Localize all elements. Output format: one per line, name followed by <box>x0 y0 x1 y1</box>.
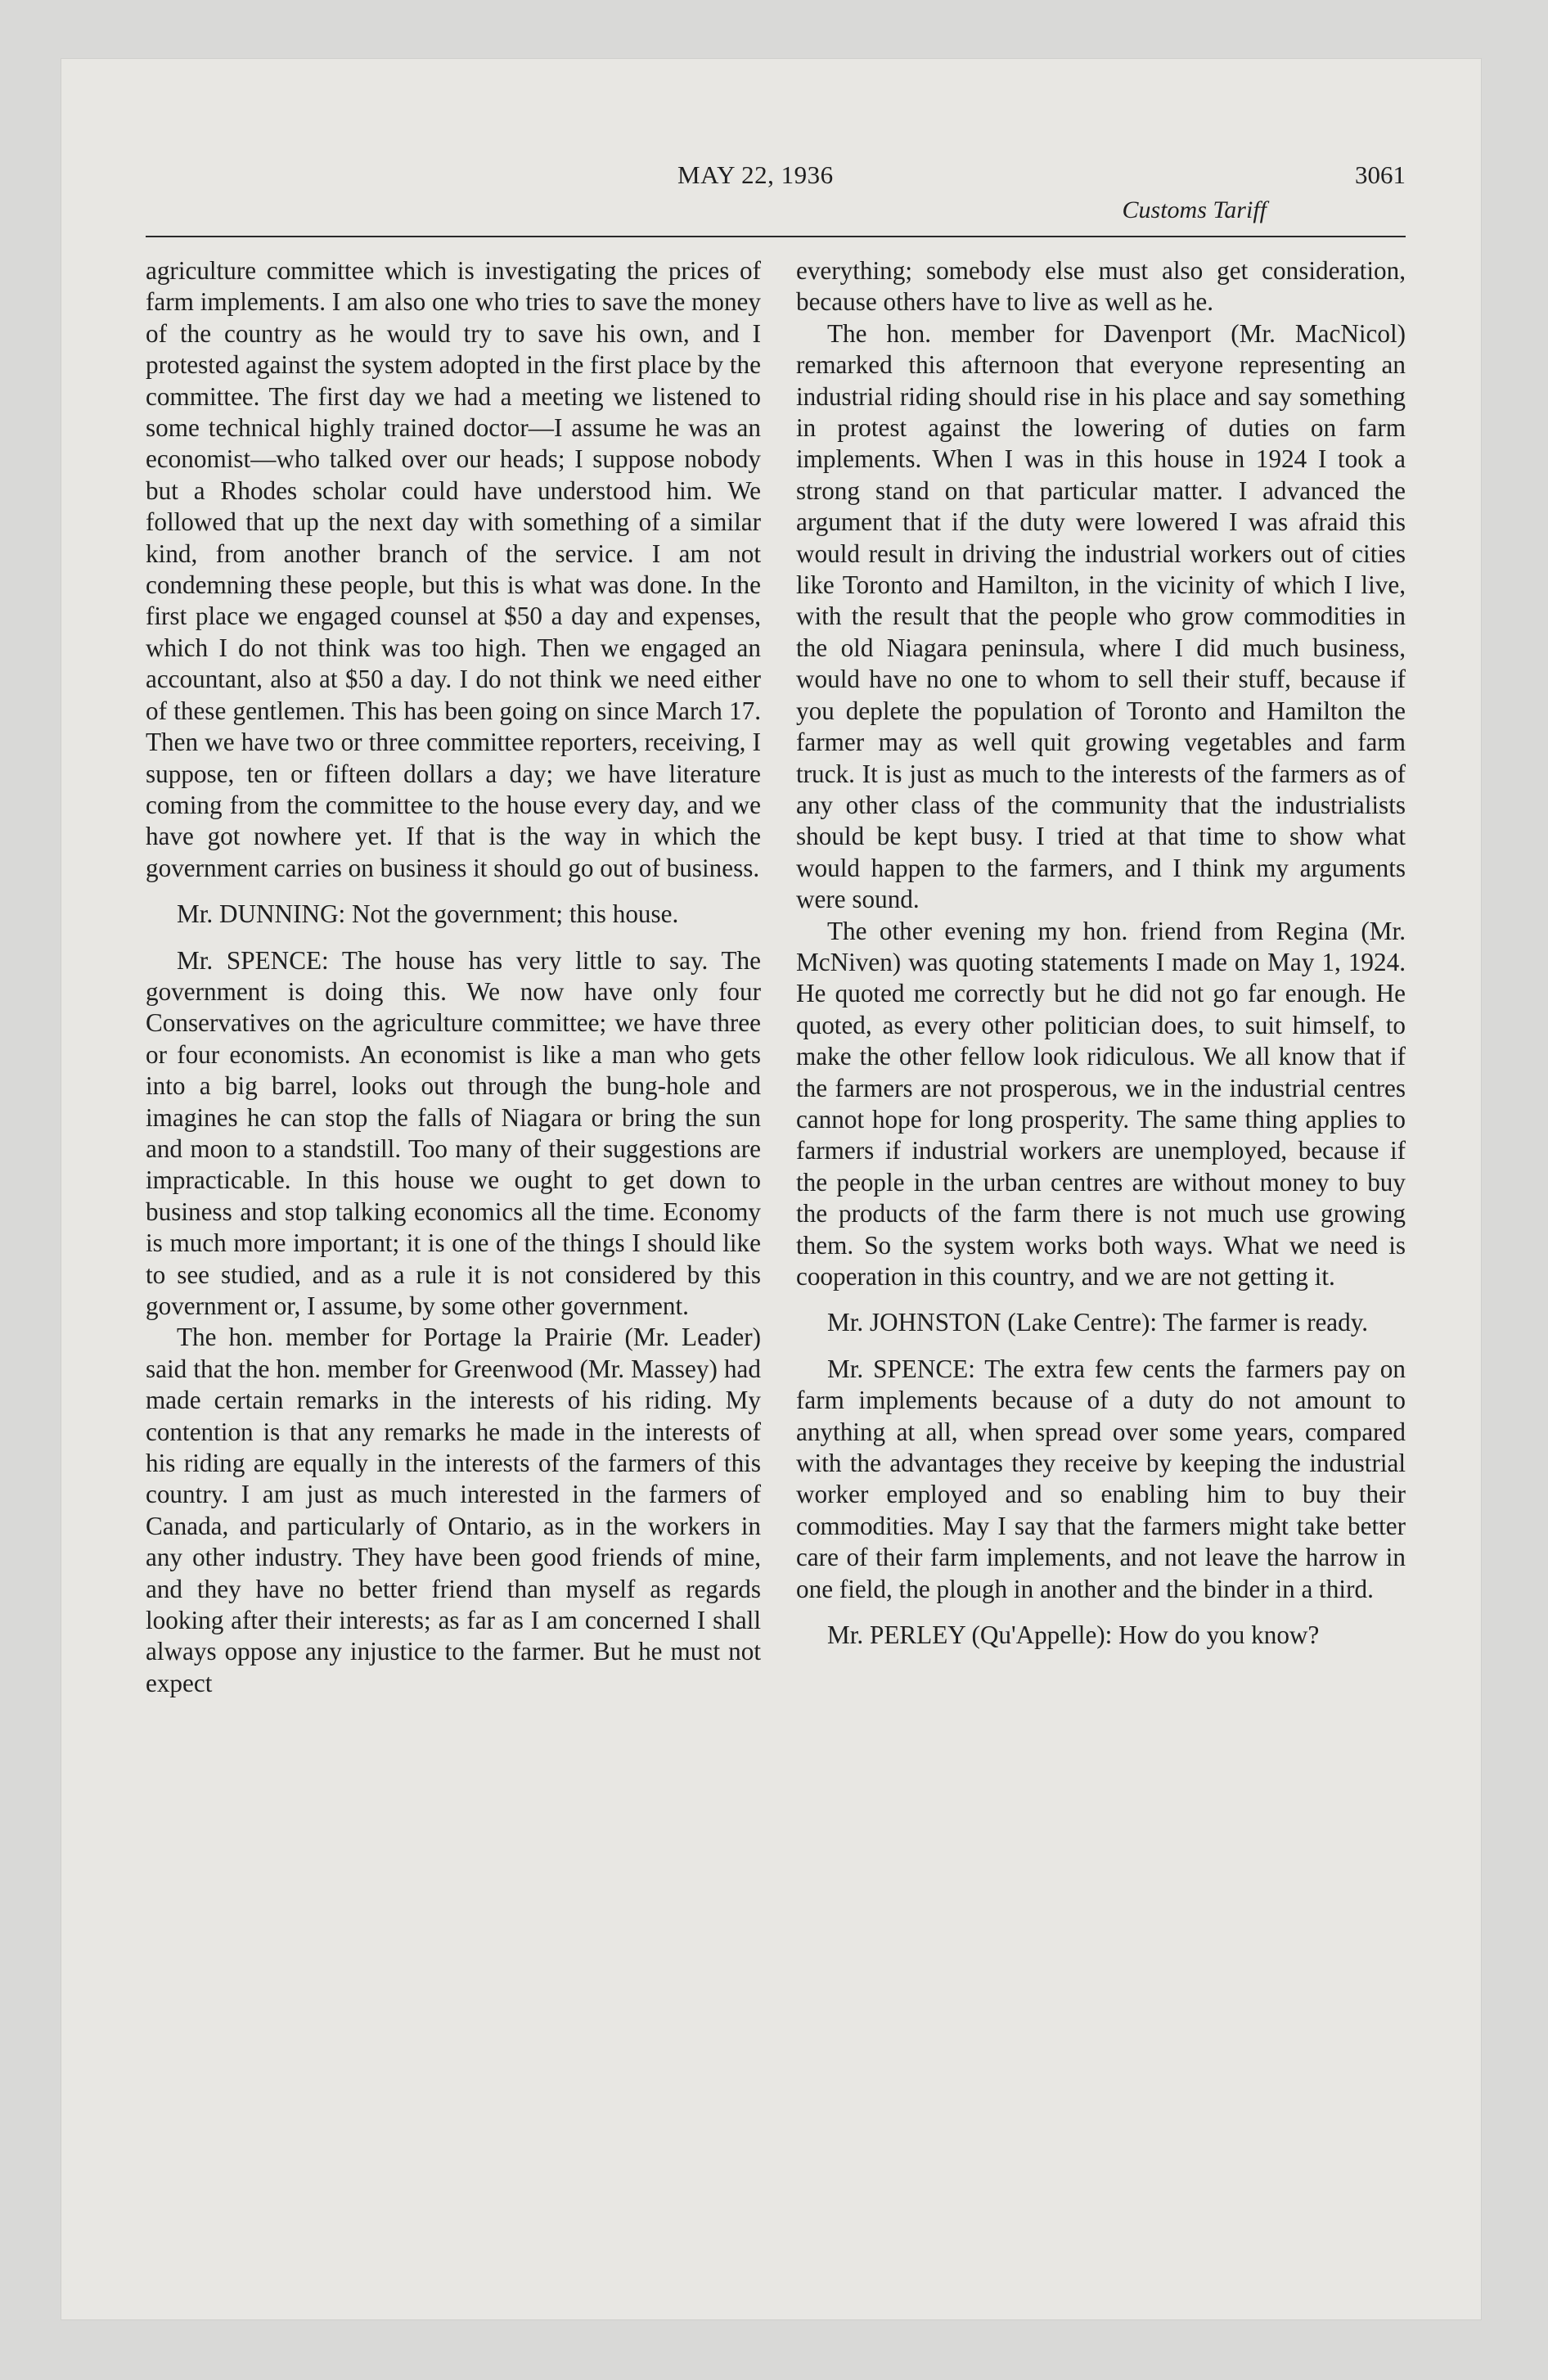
paragraph: Mr. PERLEY (Qu'Appelle): How do you know? <box>827 1620 1320 1650</box>
header-rule <box>146 236 1406 237</box>
paragraph: agriculture committee which is investigating the prices of farm implements. I am also one who tries to save the money of the country as he would try to save his own, and I protested against the system adopted in the first place by the committee. The first day we had a meeting we listened to some technical highly trained doctor—I assume he was an economist—who talked over our heads; I suppose nobody but a Rhodes scholar could have understood him. We followed that up the next day with something of a similar kind, from another branch of the service. I am not condemning these people, but this is what was done. In the first place we engaged counsel at $50 a day and expenses, which I do not think was too high. Then we engaged an accountant, also at $50 a day. I do not think we need either of these gentlemen. This has been going on since March 17. Then we have two or three committee reporters, receiving, I suppose, ten or fifteen dollars a day; we have literature coming from the committee to the house every day, and we have got nowhere yet. If that is the way in which the government carries on business it should go out of business. <box>146 256 761 882</box>
paragraph: Mr. JOHNSTON (Lake Centre): The farmer is ready. <box>827 1308 1369 1337</box>
paragraph: Mr. SPENCE: The house has very little to say. The government is doing this. We now have only four Conservatives on the agriculture committee; we have three or four economists. An economist is like a man who gets into a big barrel, looks out through the bung-hole and imagines he can stop the falls of Niagara or bring the sun and moon to a standstill. Too many of their suggestions are impracticable. In this house we ought to get down to business and stop talking economics all the time. Economy is much more important; it is one of the things I should like to see studied, and as a rule it is not considered by this government or, I assume, by some other government. <box>146 945 761 1320</box>
paragraph: The hon. member for Davenport (Mr. MacNicol) remarked this afternoon that everyone representing an industrial riding should rise in his place and say something in protest against the lowering of duties on farm implements. When I was in this house in 1924 I took a strong stand on that particular matter. I advanced the argument that if the duty were lowered I was afraid this would result in driving the industrial workers out of cities like Toronto and Hamilton, in the vicinity of which I live, with the result that the people who grow commodities in the old Niagara peninsula, where I did much business, would have no one to whom to sell their stuff, because if you deplete the population of Toronto and Hamilton the farmer may as well quit growing vegetables and farm truck. It is just as much to the interests of the farmers as of any other class of the community that the industrialists should be kept busy. I tried at that time to show what would happen to the farmers, and I think my arguments were sound. <box>796 318 1406 914</box>
left-column <box>146 255 761 1699</box>
page-number: 3061 <box>1355 160 1406 189</box>
paragraph: Mr. SPENCE: The extra few cents the farmers pay on farm implements because of a duty do not amount to anything at all, when spread over some years, compared with the advantages they receive by keeping the industrial worker employed and so enabling him to buy their commodities. May I say that the farmers might take better care of their farm implements, and not leave the harrow in one field, the plough in another and the binder in a third. <box>796 1354 1406 1603</box>
paragraph: The hon. member for Portage la Prairie (Mr. Leader) said that the hon. member for Greenwood (Mr. Massey) had made certain remarks in the interests of his riding. My contention is that any remarks he made in the interests of his riding are equally in the interests of the farmers of this country. I am just as much interested in the farmers of Canada, and particularly of Ontario, as in the workers in any other industry. They have been good friends of mine, and they have no better friend than myself as regards looking after their interests; as far as I am concerned I shall always oppose any injustice to the farmer. But he must not expect <box>146 1323 761 1697</box>
page-header <box>146 160 1406 234</box>
paragraph: everything; somebody else must also get consideration, because others have to live as well as he. <box>796 256 1406 317</box>
section-title: Customs Tariff <box>1122 196 1267 223</box>
header-date: MAY 22, 1936 <box>677 160 834 189</box>
paragraph: The other evening my hon. friend from Regina (Mr. McNiven) was quoting statements I made on May 1, 1924. He quoted me correctly but he did not go far enough. He quoted, as every other politician does, to suit himself, to make the other fellow look ridiculous. We all know that if the farmers are not prosperous, we in the industrial centres cannot hope for long prosperity. The same thing applies to farmers if industrial workers are unemployed, because if the people in the urban centres are without money to buy the products of the farm there is not much use growing them. So the system works both ways. What we need is cooperation in this country, and we are not getting it. <box>796 916 1406 1291</box>
paragraph: Mr. DUNNING: Not the government; this house. <box>177 899 679 929</box>
right-column <box>796 255 1406 1651</box>
